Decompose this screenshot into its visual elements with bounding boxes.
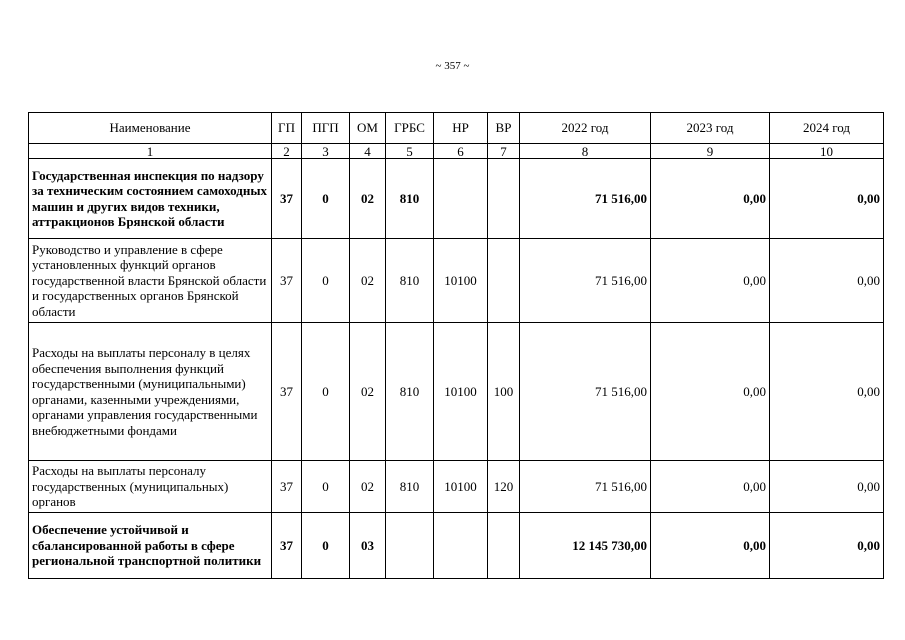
- row-name: Расходы на выплаты персоналу государственных (муниципальных) органов: [29, 461, 272, 513]
- row-om: 02: [350, 239, 386, 323]
- row-amount-2022: 71 516,00: [520, 461, 651, 513]
- header-grbs: ГРБС: [386, 113, 434, 144]
- row-nr: [434, 159, 488, 239]
- row-nr: 10100: [434, 239, 488, 323]
- header-2022: 2022 год: [520, 113, 651, 144]
- row-amount-2022: 12 145 730,00: [520, 513, 651, 579]
- row-name: Руководство и управление в сфере установленных функций органов государственной власти Брянской области и государственных органов Брянской области: [29, 239, 272, 323]
- row-nr: [434, 513, 488, 579]
- header-vr: ВР: [488, 113, 520, 144]
- column-number-row: [29, 144, 884, 159]
- row-nr: 10100: [434, 461, 488, 513]
- colnum-2: 2: [272, 144, 302, 159]
- row-amount-2024: 0,00: [770, 461, 884, 513]
- row-amount-2022: 71 516,00: [520, 239, 651, 323]
- table-row: [29, 461, 884, 513]
- row-amount-2023: 0,00: [651, 461, 770, 513]
- colnum-6: 6: [434, 144, 488, 159]
- row-amount-2022: 71 516,00: [520, 323, 651, 461]
- table-row: [29, 159, 884, 239]
- row-amount-2023: 0,00: [651, 513, 770, 579]
- row-grbs: 810: [386, 239, 434, 323]
- colnum-9: 9: [651, 144, 770, 159]
- row-vr: [488, 239, 520, 323]
- row-name: Обеспечение устойчивой и сбалансированной работы в сфере региональной транспортной политики: [29, 513, 272, 579]
- row-grbs: 810: [386, 159, 434, 239]
- row-name: Расходы на выплаты персоналу в целях обеспечения выполнения функций государственными (муниципальными) органами, казенными учреждениями, органами управления государственными внебюджетными фондами: [29, 323, 272, 461]
- header-pgp: ПГП: [302, 113, 350, 144]
- colnum-4: 4: [350, 144, 386, 159]
- row-gp: 37: [272, 239, 302, 323]
- row-gp: 37: [272, 323, 302, 461]
- row-nr: 10100: [434, 323, 488, 461]
- row-om: 02: [350, 159, 386, 239]
- table-row: [29, 513, 884, 579]
- row-amount-2023: 0,00: [651, 159, 770, 239]
- row-gp: 37: [272, 461, 302, 513]
- row-om: 03: [350, 513, 386, 579]
- row-amount-2024: 0,00: [770, 159, 884, 239]
- colnum-3: 3: [302, 144, 350, 159]
- row-amount-2022: 71 516,00: [520, 159, 651, 239]
- header-2023: 2023 год: [651, 113, 770, 144]
- row-amount-2024: 0,00: [770, 513, 884, 579]
- row-vr: 120: [488, 461, 520, 513]
- row-gp: 37: [272, 513, 302, 579]
- colnum-8: 8: [520, 144, 651, 159]
- row-pgp: 0: [302, 513, 350, 579]
- row-amount-2024: 0,00: [770, 323, 884, 461]
- row-om: 02: [350, 323, 386, 461]
- colnum-7: 7: [488, 144, 520, 159]
- header-name: Наименование: [29, 113, 272, 144]
- row-pgp: 0: [302, 461, 350, 513]
- row-name: Государственная инспекция по надзору за техническим состоянием самоходных машин и других видов техники, аттракционов Брянской области: [29, 159, 272, 239]
- page-number: ~ 357 ~: [435, 60, 470, 72]
- row-grbs: [386, 513, 434, 579]
- table-row: [29, 239, 884, 323]
- row-pgp: 0: [302, 239, 350, 323]
- row-vr: 100: [488, 323, 520, 461]
- row-gp: 37: [272, 159, 302, 239]
- colnum-10: 10: [770, 144, 884, 159]
- table-row: [29, 323, 884, 461]
- row-amount-2023: 0,00: [651, 239, 770, 323]
- header-2024: 2024 год: [770, 113, 884, 144]
- colnum-5: 5: [386, 144, 434, 159]
- header-row: [29, 113, 884, 144]
- header-nr: НР: [434, 113, 488, 144]
- row-vr: [488, 513, 520, 579]
- header-om: ОМ: [350, 113, 386, 144]
- row-amount-2023: 0,00: [651, 323, 770, 461]
- row-grbs: 810: [386, 461, 434, 513]
- row-pgp: 0: [302, 159, 350, 239]
- row-pgp: 0: [302, 323, 350, 461]
- colnum-1: 1: [29, 144, 272, 159]
- header-gp: ГП: [272, 113, 302, 144]
- row-grbs: 810: [386, 323, 434, 461]
- row-vr: [488, 159, 520, 239]
- budget-table: [28, 112, 884, 579]
- row-om: 02: [350, 461, 386, 513]
- row-amount-2024: 0,00: [770, 239, 884, 323]
